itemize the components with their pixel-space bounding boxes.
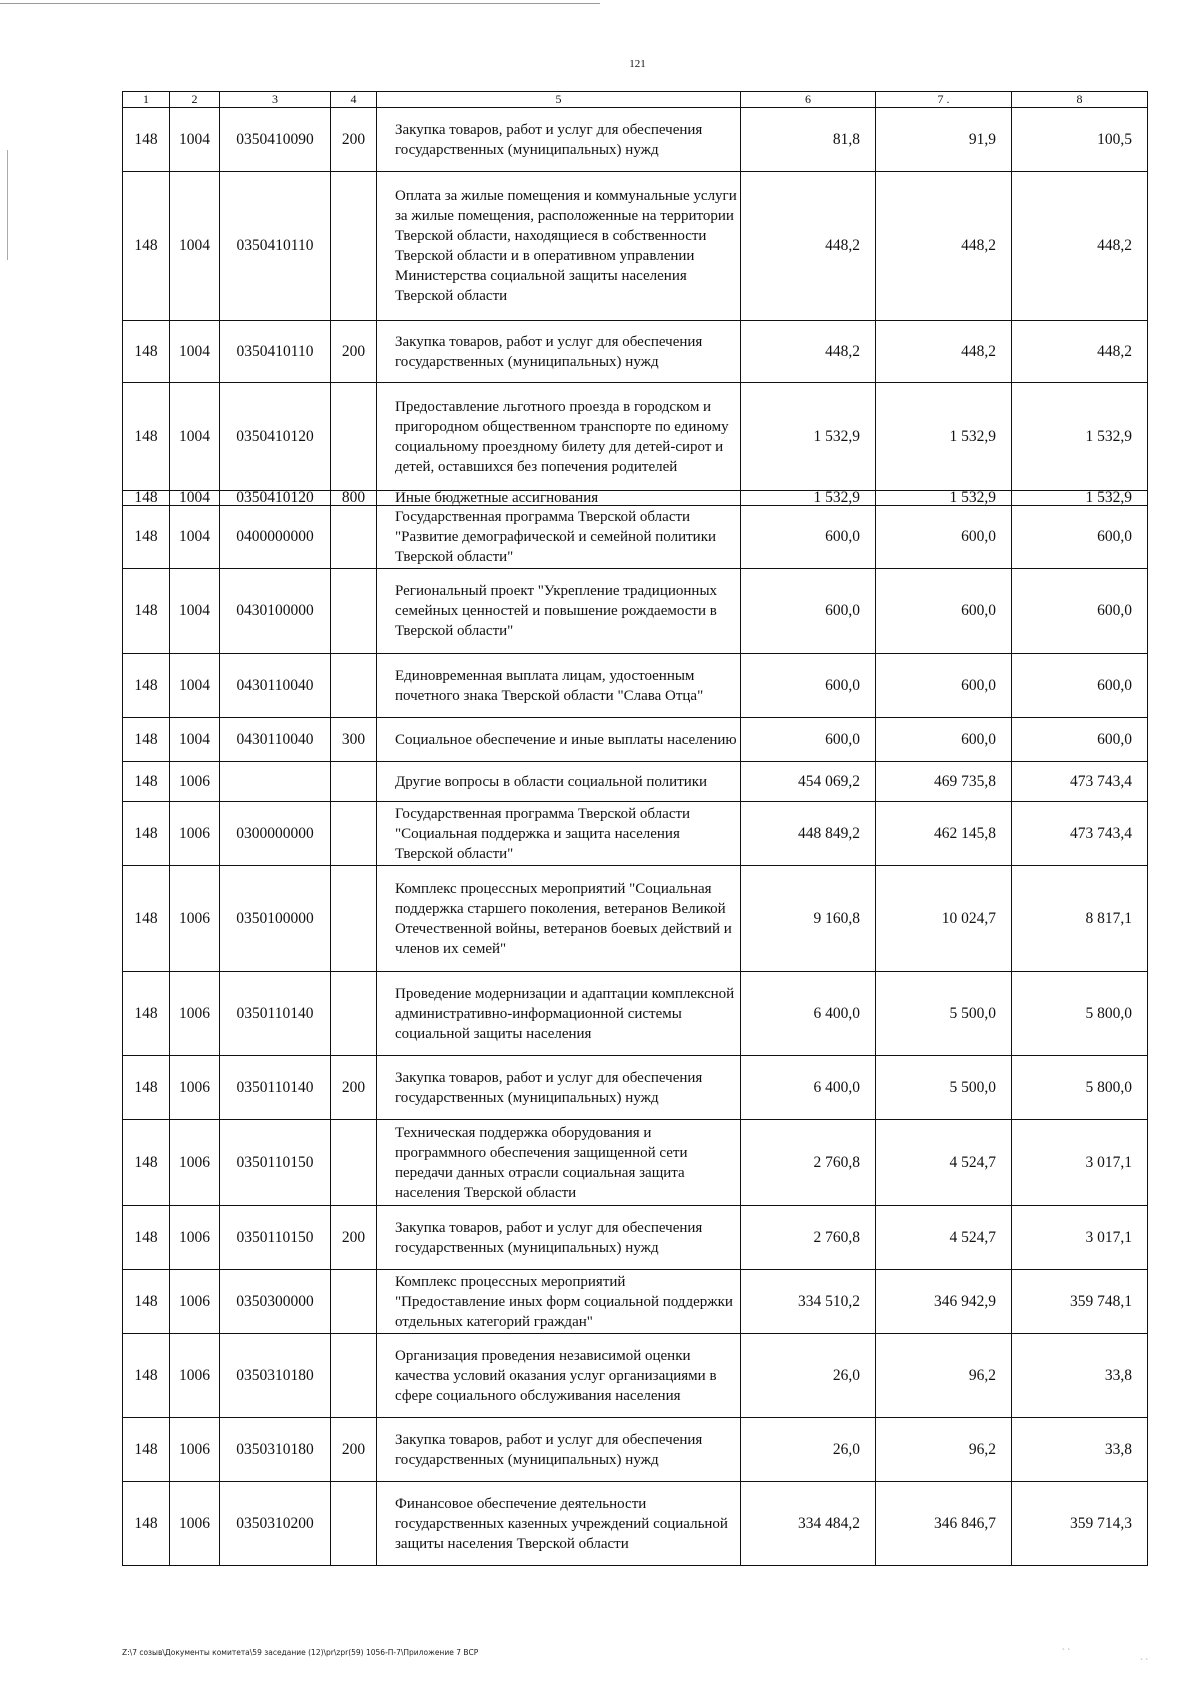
cell-description: Техническая поддержка оборудования и программного обеспечения защищенной сети передачи данных отрасли социальная защита населения Тверской области: [377, 1120, 741, 1206]
cell-amount-8: 5 800,0: [1012, 972, 1148, 1056]
cell-amount-7: 600,0: [876, 569, 1012, 654]
cell-target-article: [220, 762, 331, 802]
cell-code-1: 148: [123, 1482, 170, 1566]
cell-amount-6: 1 532,9: [741, 383, 876, 491]
cell-expense-type: 200: [331, 1206, 377, 1270]
table-row: [123, 762, 1148, 802]
cell-description: Закупка товаров, работ и услуг для обеспечения государственных (муниципальных) нужд: [377, 1206, 741, 1270]
header-col-4: 4: [331, 92, 377, 108]
header-col-6: 6: [741, 92, 876, 108]
cell-amount-7: 96,2: [876, 1418, 1012, 1482]
cell-amount-6: 6 400,0: [741, 1056, 876, 1120]
cell-amount-6: 26,0: [741, 1334, 876, 1418]
cell-amount-8: 359 714,3: [1012, 1482, 1148, 1566]
table-row: [123, 172, 1148, 321]
cell-code-1: 148: [123, 802, 170, 866]
cell-description: Региональный проект "Укрепление традиционных семейных ценностей и повышение рождаемости в Тверской области": [377, 569, 741, 654]
table-row: [123, 654, 1148, 718]
cell-amount-8: 600,0: [1012, 506, 1148, 569]
cell-amount-7: 4 524,7: [876, 1206, 1012, 1270]
cell-description: Государственная программа Тверской области "Развитие демографической и семейной политики Тверской области": [377, 506, 741, 569]
cell-target-article: 0350410120: [220, 491, 331, 506]
cell-code-1: 148: [123, 108, 170, 172]
cell-description: Единовременная выплата лицам, удостоенным почетного знака Тверской области "Слава Отца": [377, 654, 741, 718]
cell-expense-type: 200: [331, 321, 377, 383]
cell-expense-type: [331, 972, 377, 1056]
cell-expense-type: 300: [331, 718, 377, 762]
cell-target-article: 0350410120: [220, 383, 331, 491]
cell-code-1: 148: [123, 654, 170, 718]
cell-section: 1004: [170, 172, 220, 321]
cell-amount-6: 600,0: [741, 569, 876, 654]
cell-code-1: 148: [123, 1418, 170, 1482]
table-row: [123, 1482, 1148, 1566]
table-row: [123, 108, 1148, 172]
cell-target-article: 0350410110: [220, 172, 331, 321]
scan-artifact: ˎ ˏ: [1062, 1640, 1071, 1650]
table-row: [123, 1334, 1148, 1418]
cell-expense-type: [331, 762, 377, 802]
cell-amount-6: 334 484,2: [741, 1482, 876, 1566]
cell-amount-8: 600,0: [1012, 654, 1148, 718]
cell-code-1: 148: [123, 506, 170, 569]
cell-expense-type: [331, 866, 377, 972]
cell-amount-8: 600,0: [1012, 718, 1148, 762]
header-col-1: 1: [123, 92, 170, 108]
cell-section: 1006: [170, 1120, 220, 1206]
cell-target-article: 0350410090: [220, 108, 331, 172]
cell-code-1: 148: [123, 1206, 170, 1270]
cell-amount-7: 10 024,7: [876, 866, 1012, 972]
table-row: [123, 506, 1148, 569]
page-number: 121: [629, 58, 646, 70]
cell-section: 1006: [170, 762, 220, 802]
cell-amount-6: 454 069,2: [741, 762, 876, 802]
cell-description: Комплекс процессных мероприятий "Социальная поддержка старшего поколения, ветеранов Великой Отечественной войны, ветеранов боевых действий и членов их семей": [377, 866, 741, 972]
cell-description: Закупка товаров, работ и услуг для обеспечения государственных (муниципальных) нужд: [377, 321, 741, 383]
cell-amount-8: 3 017,1: [1012, 1120, 1148, 1206]
header-col-5: 5: [377, 92, 741, 108]
cell-target-article: 0300000000: [220, 802, 331, 866]
cell-amount-8: 5 800,0: [1012, 1056, 1148, 1120]
cell-amount-8: 448,2: [1012, 321, 1148, 383]
cell-section: 1006: [170, 866, 220, 972]
cell-code-1: 148: [123, 569, 170, 654]
cell-amount-7: 5 500,0: [876, 1056, 1012, 1120]
cell-amount-8: 8 817,1: [1012, 866, 1148, 972]
cell-amount-8: 473 743,4: [1012, 762, 1148, 802]
cell-amount-8: 3 017,1: [1012, 1206, 1148, 1270]
cell-code-1: 148: [123, 321, 170, 383]
cell-code-1: 148: [123, 972, 170, 1056]
cell-amount-6: 2 760,8: [741, 1206, 876, 1270]
header-col-3: 3: [220, 92, 331, 108]
cell-amount-7: 1 532,9: [876, 383, 1012, 491]
table-row: [123, 866, 1148, 972]
cell-description: Организация проведения независимой оценки качества условий оказания услуг организациями в сфере социального обслуживания населения: [377, 1334, 741, 1418]
cell-amount-7: 448,2: [876, 172, 1012, 321]
cell-expense-type: [331, 1270, 377, 1334]
cell-amount-6: 1 532,9: [741, 491, 876, 506]
cell-amount-7: 1 532,9: [876, 491, 1012, 506]
cell-section: 1006: [170, 972, 220, 1056]
cell-amount-6: 600,0: [741, 718, 876, 762]
cell-amount-8: 359 748,1: [1012, 1270, 1148, 1334]
cell-code-1: 148: [123, 1120, 170, 1206]
cell-section: 1006: [170, 1334, 220, 1418]
cell-expense-type: 200: [331, 1056, 377, 1120]
table-row: [123, 718, 1148, 762]
table-row: [123, 1418, 1148, 1482]
cell-section: 1006: [170, 1056, 220, 1120]
cell-amount-8: 473 743,4: [1012, 802, 1148, 866]
cell-target-article: 0350310180: [220, 1334, 331, 1418]
cell-section: 1004: [170, 506, 220, 569]
cell-code-1: 148: [123, 172, 170, 321]
cell-amount-6: 334 510,2: [741, 1270, 876, 1334]
cell-amount-7: 346 846,7: [876, 1482, 1012, 1566]
header-col-2: 2: [170, 92, 220, 108]
table-row: [123, 321, 1148, 383]
cell-amount-7: 600,0: [876, 506, 1012, 569]
cell-amount-7: 4 524,7: [876, 1120, 1012, 1206]
cell-amount-8: 1 532,9: [1012, 491, 1148, 506]
cell-description: Предоставление льготного проезда в городском и пригородном общественном транспорте по единому социальному проездному билету для детей-сирот и детей, оставшихся без попечения родителей: [377, 383, 741, 491]
table-row: [123, 1206, 1148, 1270]
cell-section: 1004: [170, 108, 220, 172]
cell-code-1: 148: [123, 1334, 170, 1418]
cell-amount-8: 33,8: [1012, 1334, 1148, 1418]
cell-description: Комплекс процессных мероприятий "Предоставление иных форм социальной поддержки отдельных категорий граждан": [377, 1270, 741, 1334]
cell-amount-6: 26,0: [741, 1418, 876, 1482]
cell-expense-type: [331, 654, 377, 718]
cell-target-article: 0400000000: [220, 506, 331, 569]
cell-section: 1006: [170, 1482, 220, 1566]
cell-description: Государственная программа Тверской области "Социальная поддержка и защита населения Тверской области": [377, 802, 741, 866]
cell-target-article: 0430100000: [220, 569, 331, 654]
scan-top-rule: [0, 3, 600, 4]
cell-target-article: 0350410110: [220, 321, 331, 383]
cell-amount-8: 1 532,9: [1012, 383, 1148, 491]
cell-description: Другие вопросы в области социальной политики: [377, 762, 741, 802]
cell-description: Финансовое обеспечение деятельности государственных казенных учреждений социальной защиты населения Тверской области: [377, 1482, 741, 1566]
cell-expense-type: 200: [331, 1418, 377, 1482]
cell-amount-6: 9 160,8: [741, 866, 876, 972]
cell-amount-7: 469 735,8: [876, 762, 1012, 802]
header-col-7: 7 .: [876, 92, 1012, 108]
cell-target-article: 0350110150: [220, 1206, 331, 1270]
cell-amount-8: 600,0: [1012, 569, 1148, 654]
cell-expense-type: [331, 1120, 377, 1206]
header-col-8: 8: [1012, 92, 1148, 108]
cell-expense-type: [331, 506, 377, 569]
table-row: [123, 569, 1148, 654]
cell-amount-7: 600,0: [876, 654, 1012, 718]
cell-code-1: 148: [123, 866, 170, 972]
cell-section: 1004: [170, 654, 220, 718]
cell-amount-7: 346 942,9: [876, 1270, 1012, 1334]
cell-amount-8: 448,2: [1012, 172, 1148, 321]
cell-amount-6: 6 400,0: [741, 972, 876, 1056]
cell-amount-7: 5 500,0: [876, 972, 1012, 1056]
table-row: [123, 1270, 1148, 1334]
cell-amount-6: 600,0: [741, 506, 876, 569]
cell-amount-6: 600,0: [741, 654, 876, 718]
cell-section: 1006: [170, 1270, 220, 1334]
budget-table: [122, 91, 1148, 1566]
cell-amount-8: 100,5: [1012, 108, 1148, 172]
cell-code-1: 148: [123, 1270, 170, 1334]
cell-target-article: 0430110040: [220, 654, 331, 718]
table-row: [123, 1120, 1148, 1206]
cell-description: Оплата за жилые помещения и коммунальные услуги за жилые помещения, расположенные на территории Тверской области, находящиеся в собственности Тверской области и в оперативном управлении Министерства социальной защиты населения Тверской области: [377, 172, 741, 321]
footer-file-path: Z:\7 созыв\Документы комитета\59 заседание (12)\pr\zpr(59) 1056-П-7\Приложение 7 ВСР: [122, 1648, 479, 1657]
cell-target-article: 0350310180: [220, 1418, 331, 1482]
cell-section: 1004: [170, 718, 220, 762]
cell-amount-7: 91,9: [876, 108, 1012, 172]
cell-target-article: 0350300000: [220, 1270, 331, 1334]
cell-code-1: 148: [123, 383, 170, 491]
cell-section: 1004: [170, 383, 220, 491]
cell-expense-type: [331, 569, 377, 654]
table-header-row: [123, 92, 1148, 108]
cell-expense-type: 800: [331, 491, 377, 506]
cell-section: 1004: [170, 321, 220, 383]
cell-section: 1004: [170, 491, 220, 506]
cell-code-1: 148: [123, 718, 170, 762]
cell-target-article: 0350100000: [220, 866, 331, 972]
table-row: [123, 383, 1148, 491]
cell-description: Проведение модернизации и адаптации комплексной административно-информационной системы социальной защиты населения: [377, 972, 741, 1056]
cell-expense-type: [331, 383, 377, 491]
cell-target-article: 0350110140: [220, 1056, 331, 1120]
cell-amount-7: 448,2: [876, 321, 1012, 383]
cell-section: 1006: [170, 1206, 220, 1270]
cell-amount-8: 33,8: [1012, 1418, 1148, 1482]
cell-description: Иные бюджетные ассигнования: [377, 491, 741, 506]
cell-description: Закупка товаров, работ и услуг для обеспечения государственных (муниципальных) нужд: [377, 108, 741, 172]
cell-section: 1006: [170, 802, 220, 866]
cell-amount-6: 81,8: [741, 108, 876, 172]
cell-section: 1004: [170, 569, 220, 654]
table-row: [123, 491, 1148, 506]
cell-expense-type: [331, 172, 377, 321]
cell-description: Закупка товаров, работ и услуг для обеспечения государственных (муниципальных) нужд: [377, 1418, 741, 1482]
table-row: [123, 802, 1148, 866]
cell-amount-6: 448,2: [741, 321, 876, 383]
cell-expense-type: 200: [331, 108, 377, 172]
cell-amount-6: 448,2: [741, 172, 876, 321]
table-row: [123, 1056, 1148, 1120]
scan-artifact: ˎ ˎ: [1140, 1650, 1149, 1660]
cell-code-1: 148: [123, 491, 170, 506]
cell-target-article: 0350310200: [220, 1482, 331, 1566]
cell-target-article: 0430110040: [220, 718, 331, 762]
cell-code-1: 148: [123, 762, 170, 802]
cell-expense-type: [331, 802, 377, 866]
cell-amount-6: 2 760,8: [741, 1120, 876, 1206]
cell-target-article: 0350110150: [220, 1120, 331, 1206]
cell-code-1: 148: [123, 1056, 170, 1120]
cell-section: 1006: [170, 1418, 220, 1482]
cell-description: Социальное обеспечение и иные выплаты населению: [377, 718, 741, 762]
cell-target-article: 0350110140: [220, 972, 331, 1056]
cell-amount-6: 448 849,2: [741, 802, 876, 866]
cell-description: Закупка товаров, работ и услуг для обеспечения государственных (муниципальных) нужд: [377, 1056, 741, 1120]
cell-expense-type: [331, 1334, 377, 1418]
cell-expense-type: [331, 1482, 377, 1566]
cell-amount-7: 600,0: [876, 718, 1012, 762]
table-row: [123, 972, 1148, 1056]
cell-amount-7: 462 145,8: [876, 802, 1012, 866]
scan-edge-mark: [7, 150, 8, 260]
cell-amount-7: 96,2: [876, 1334, 1012, 1418]
